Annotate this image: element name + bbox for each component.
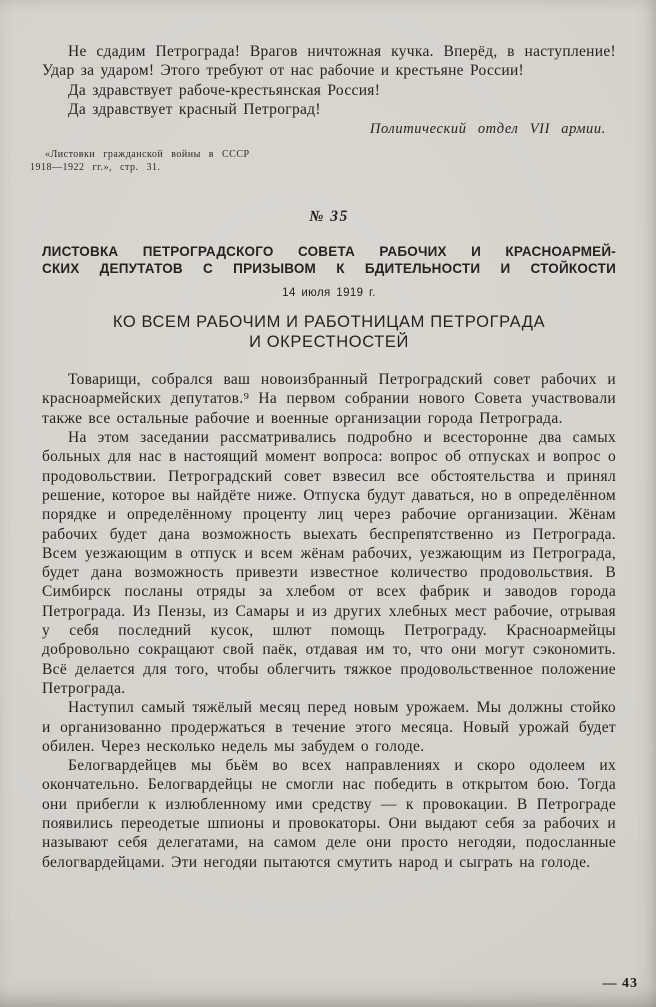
paragraph: Не сдадим Петрограда! Врагов ничтожная кучка. Вперёд, в наступление! Удар за ударом! Этого требуют от нас рабочие и крестьяне России!: [42, 43, 616, 80]
document-heading: [42, 312, 616, 352]
document-35: [42, 208, 616, 872]
document-heading-line: И ОКРЕСТНОСТЕЙ: [249, 333, 409, 352]
paragraph: Наступил самый тяжёлый месяц перед новым урожаем. Мы должны стойко и организованно продержаться в течение этого месяца. Новый урожай будет обилен. Через несколько недель мы забудем о голоде.: [42, 699, 616, 755]
document-title-line: ЛИСТОВКА ПЕТРОГРАДСКОГО СОВЕТА РАБОЧИХ И КРАСНОАРМЕЙ-: [42, 244, 616, 260]
document-number: № 35: [309, 208, 349, 226]
signature-line: Политический отдел VII армии.: [369, 121, 606, 138]
source-citation: [30, 148, 616, 174]
source-citation-line: «Листовки гражданской войны в СССР: [45, 149, 250, 161]
source-citation-line: 1918—1922 гг.», стр. 31.: [30, 162, 161, 174]
slogan-line: Да здравствует рабоче-крестьянская Россия!: [68, 81, 381, 99]
slogan-line: Да здравствует красный Петроград!: [68, 100, 321, 118]
document-heading-line: КО ВСЕМ РАБОЧИМ И РАБОТНИЦАМ ПЕТРОГРАДА: [112, 313, 546, 332]
paragraph: На этом заседании рассматривались подробно и всесторонне два самых больных для нас в настоящий момент вопроса: вопрос об отпусках и вопрос о продовольствии. Петроградский совет взвесил все обстоятельства и принял решение, которое вы найдёте ниже. Отпуска будут даваться, но в определённом порядке и определённому проценту лиц через рабочие организации. Жёнам рабочих будет дана возможность выехать беспрепятственно из Петрограда. Всем уезжающим в отпуск и всем жёнам рабочих, уезжающим из Петрограда, будет дана возможность привезти известное количество продовольствия. В Симбирск посланы отряды за хлебом от всех фабрик и заводов города Петрограда. Из Пензы, из Самары и из других хлебных мест рабочие, отрывая у себя последний кусок, шлют помощь Петрограду. Красноармейцы добровольно сокращают свой паёк, отдавая им то, что они могут сэкономить. Всё делается для того, чтобы облегчить тяжкое продовольственное положение Петрограда.: [42, 429, 616, 697]
page-number: — 43: [602, 976, 638, 991]
previous-document-ending: [30, 42, 616, 174]
paragraph: Белогвардейцев мы бьём во всех направлениях и скоро одолеем их окончательно. Белогвардейцы не смогли нас победить в открытом бою. Тогда они прибегли к излюбленному ими средству — к провокации. В Петрограде появились переодетые шпионы и провокаторы. Они выдают себя за рабочих и называют себя делегатами, на самом деле они просто негодяи, подосланные белогвардейцами. Эти негодяи пытаются смутить народ и сыграть на голоде.: [42, 757, 616, 871]
document-date: 14 июля 1919 г.: [282, 287, 376, 300]
paragraph: Товарищи, собрался ваш новоизбранный Петроградский совет рабочих и красноармейских депутатов.⁹ На первом собрании нового Совета участвовали также все остальные рабочие и военные организации города Петрограда.: [42, 371, 616, 427]
document-body: [42, 370, 616, 872]
document-title-line: СКИХ ДЕПУТАТОВ С ПРИЗЫВОМ К БДИТЕЛЬНОСТИ И СТОЙКОСТИ: [42, 261, 616, 277]
document-title: [42, 243, 616, 277]
